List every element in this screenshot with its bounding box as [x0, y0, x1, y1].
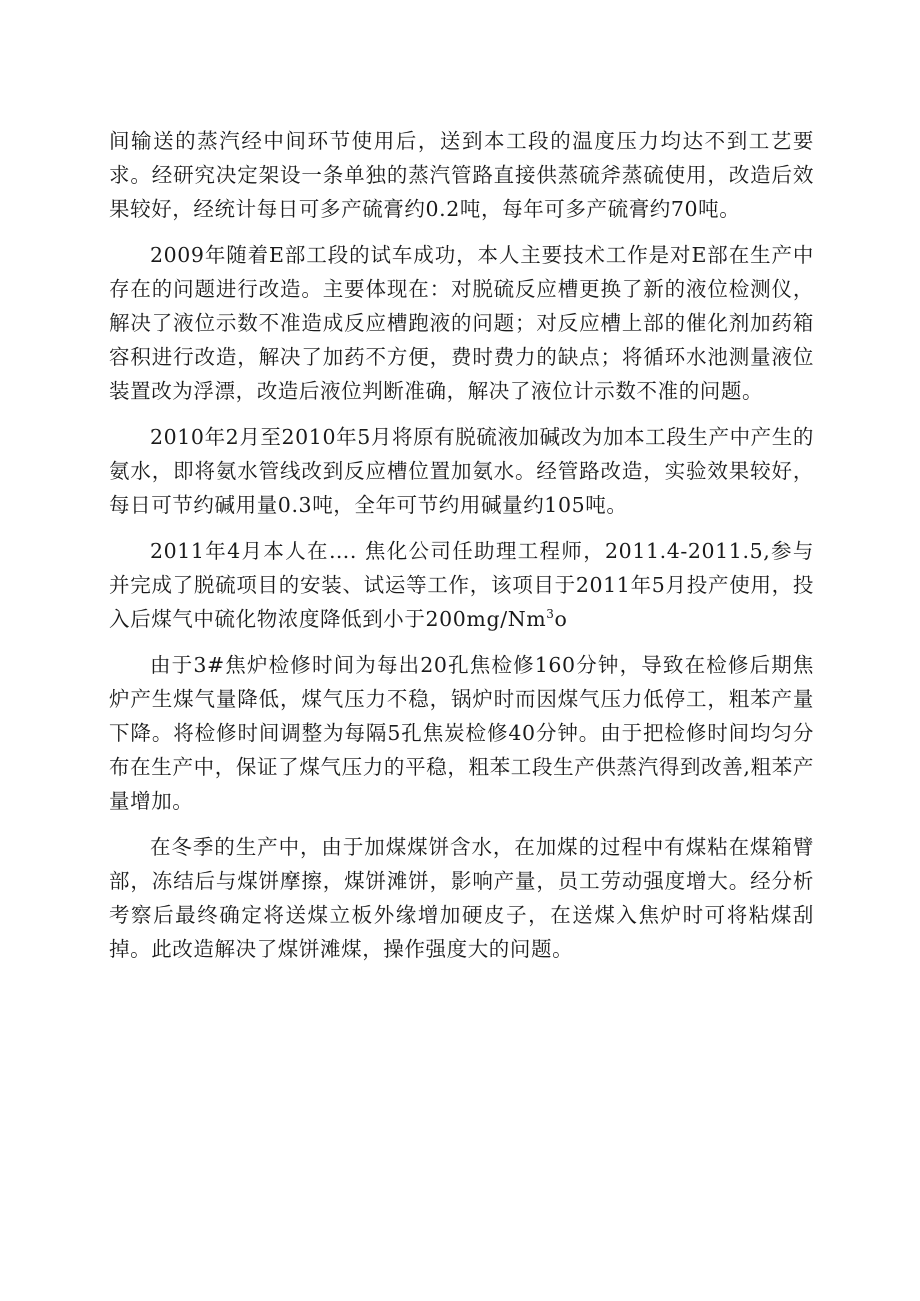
document-body [109, 124, 814, 978]
paragraph-2: 2009年随着E部工段的试车成功，本人主要技术工作是对E部在生产中存在的问题进行改造。主要体现在：对脱硫反应槽更换了新的液位检测仪，解决了液位示数不准造成反应槽跑液的问题；对反应槽上部的催化剂加药箱容积进行改造，解决了加药不方便，费时费力的缺点；将循环水池测量液位装置改为浮漂，改造后液位判断准确，解决了液位计示数不准的问题。 [109, 243, 814, 403]
paragraph-4 [109, 534, 814, 636]
paragraph-4-text: 2011年4月本人在…. 焦化公司任助理工程师，2011.4-2011.5,参与并完成了脱硫项目的安装、试运等工作，该项目于2011年5月投产使用，投入后煤气中硫化物浓度降低到小于200mg/Nm [109, 539, 814, 631]
paragraph-1: 间输送的蒸汽经中间环节使用后，送到本工段的温度压力均达不到工艺要求。经研究决定架设一条单独的蒸汽管路直接供蒸硫斧蒸硫使用，改造后效果较好，经统计每日可多产硫膏约0.2吨，每年可多产硫膏约70吨。 [109, 129, 814, 221]
paragraph-4-tail: o [554, 607, 568, 631]
paragraph-3: 2010年2月至2010年5月将原有脱硫液加碱改为加本工段生产中产生的氨水，即将氨水管线改到反应槽位置加氨水。经管路改造，实验效果较好，每日可节约碱用量0.3吨，全年可节约用碱量约105吨。 [109, 425, 814, 517]
superscript-unit: 3 [546, 607, 555, 622]
paragraph-5: 由于3#焦炉检修时间为每出20孔焦检修160分钟，导致在检修后期焦炉产生煤气量降低，煤气压力不稳，锅炉时而因煤气压力低停工，粗苯产量下降。将检修时间调整为每隔5孔焦炭检修40分钟。由于把检修时间均匀分布在生产中，保证了煤气压力的平稳，粗苯工段生产供蒸汽得到改善,粗苯产量增加。 [109, 653, 814, 813]
paragraph-6: 在冬季的生产中，由于加煤煤饼含水，在加煤的过程中有煤粘在煤箱臂部，冻结后与煤饼摩擦，煤饼滩饼，影响产量，员工劳动强度增大。经分析考察后最终确定将送煤立板外缘增加硬皮子，在送煤入焦炉时可将粘煤刮掉。此改造解决了煤饼滩煤，操作强度大的问题。 [109, 835, 814, 961]
